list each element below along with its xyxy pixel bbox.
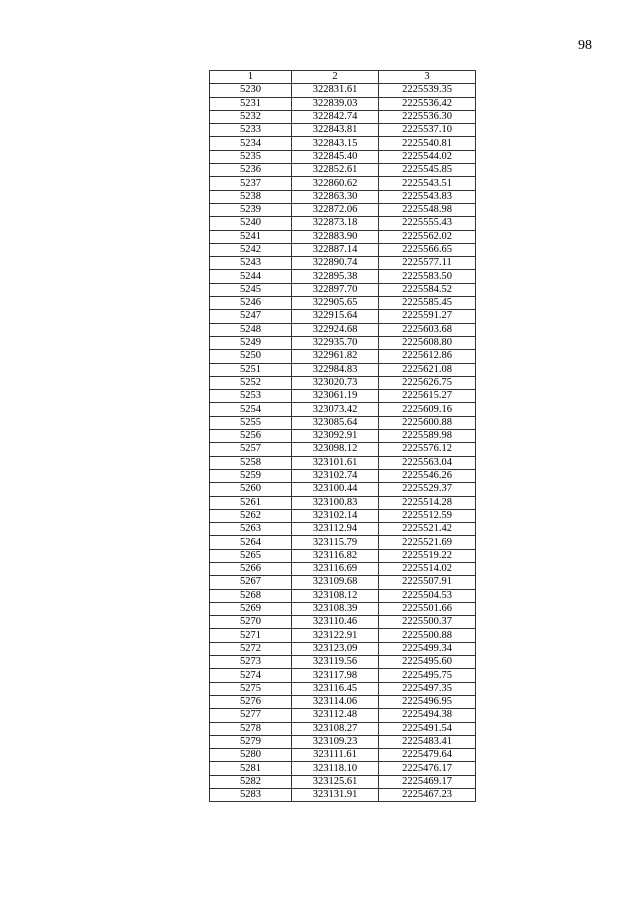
column-header-2: 2 <box>292 71 379 84</box>
table-row <box>210 243 476 256</box>
x-coordinate-cell: 323118.10 <box>292 762 379 775</box>
table-row <box>210 642 476 655</box>
x-coordinate-cell: 322842.74 <box>292 110 379 123</box>
table-row <box>210 509 476 522</box>
point-number-cell: 5250 <box>210 350 292 363</box>
point-number-cell: 5276 <box>210 695 292 708</box>
table-row <box>210 230 476 243</box>
table-row <box>210 124 476 137</box>
table-row <box>210 323 476 336</box>
point-number-cell: 5238 <box>210 190 292 203</box>
point-number-cell: 5235 <box>210 150 292 163</box>
y-coordinate-cell: 2225608.80 <box>379 336 476 349</box>
y-coordinate-cell: 2225536.30 <box>379 110 476 123</box>
x-coordinate-cell: 323116.45 <box>292 682 379 695</box>
y-coordinate-cell: 2225500.88 <box>379 629 476 642</box>
x-coordinate-cell: 322890.74 <box>292 257 379 270</box>
x-coordinate-cell: 322872.06 <box>292 203 379 216</box>
table-row <box>210 217 476 230</box>
y-coordinate-cell: 2225483.41 <box>379 735 476 748</box>
table-row <box>210 483 476 496</box>
y-coordinate-cell: 2225501.66 <box>379 602 476 615</box>
y-coordinate-cell: 2225491.54 <box>379 722 476 735</box>
x-coordinate-cell: 323122.91 <box>292 629 379 642</box>
point-number-cell: 5233 <box>210 124 292 137</box>
x-coordinate-cell: 322935.70 <box>292 336 379 349</box>
point-number-cell: 5265 <box>210 549 292 562</box>
y-coordinate-cell: 2225521.69 <box>379 536 476 549</box>
point-number-cell: 5257 <box>210 443 292 456</box>
x-coordinate-cell: 322860.62 <box>292 177 379 190</box>
x-coordinate-cell: 323112.48 <box>292 709 379 722</box>
table-row <box>210 682 476 695</box>
point-number-cell: 5269 <box>210 602 292 615</box>
x-coordinate-cell: 322852.61 <box>292 164 379 177</box>
y-coordinate-cell: 2225612.86 <box>379 350 476 363</box>
x-coordinate-cell: 322839.03 <box>292 97 379 110</box>
point-number-cell: 5249 <box>210 336 292 349</box>
y-coordinate-cell: 2225577.11 <box>379 257 476 270</box>
point-number-cell: 5240 <box>210 217 292 230</box>
column-header-3: 3 <box>379 71 476 84</box>
y-coordinate-cell: 2225519.22 <box>379 549 476 562</box>
y-coordinate-cell: 2225589.98 <box>379 430 476 443</box>
table-row <box>210 177 476 190</box>
table-row <box>210 416 476 429</box>
table-row <box>210 523 476 536</box>
x-coordinate-cell: 323073.42 <box>292 403 379 416</box>
y-coordinate-cell: 2225495.60 <box>379 656 476 669</box>
x-coordinate-cell: 323110.46 <box>292 616 379 629</box>
point-number-cell: 5267 <box>210 576 292 589</box>
y-coordinate-cell: 2225583.50 <box>379 270 476 283</box>
x-coordinate-cell: 323108.27 <box>292 722 379 735</box>
table-row <box>210 297 476 310</box>
x-coordinate-cell: 323115.79 <box>292 536 379 549</box>
y-coordinate-cell: 2225621.08 <box>379 363 476 376</box>
table-row <box>210 376 476 389</box>
y-coordinate-cell: 2225543.51 <box>379 177 476 190</box>
table-row <box>210 257 476 270</box>
table-row <box>210 403 476 416</box>
table-row <box>210 190 476 203</box>
x-coordinate-cell: 323092.91 <box>292 430 379 443</box>
point-number-cell: 5272 <box>210 642 292 655</box>
y-coordinate-cell: 2225555.43 <box>379 217 476 230</box>
point-number-cell: 5266 <box>210 562 292 575</box>
point-number-cell: 5277 <box>210 709 292 722</box>
y-coordinate-cell: 2225497.35 <box>379 682 476 695</box>
x-coordinate-cell: 323061.19 <box>292 390 379 403</box>
y-coordinate-cell: 2225529.37 <box>379 483 476 496</box>
point-number-cell: 5278 <box>210 722 292 735</box>
table-row <box>210 443 476 456</box>
x-coordinate-cell: 323085.64 <box>292 416 379 429</box>
point-number-cell: 5268 <box>210 589 292 602</box>
y-coordinate-cell: 2225603.68 <box>379 323 476 336</box>
x-coordinate-cell: 323123.09 <box>292 642 379 655</box>
y-coordinate-cell: 2225504.53 <box>379 589 476 602</box>
y-coordinate-cell: 2225566.65 <box>379 243 476 256</box>
x-coordinate-cell: 322905.65 <box>292 297 379 310</box>
point-number-cell: 5246 <box>210 297 292 310</box>
table-row <box>210 469 476 482</box>
point-number-cell: 5260 <box>210 483 292 496</box>
point-number-cell: 5237 <box>210 177 292 190</box>
point-number-cell: 5275 <box>210 682 292 695</box>
x-coordinate-cell: 323100.83 <box>292 496 379 509</box>
table-row <box>210 722 476 735</box>
x-coordinate-cell: 323098.12 <box>292 443 379 456</box>
table-row <box>210 695 476 708</box>
x-coordinate-cell: 322897.70 <box>292 283 379 296</box>
x-coordinate-cell: 323109.68 <box>292 576 379 589</box>
y-coordinate-cell: 2225543.83 <box>379 190 476 203</box>
y-coordinate-cell: 2225536.42 <box>379 97 476 110</box>
point-number-cell: 5243 <box>210 257 292 270</box>
y-coordinate-cell: 2225514.28 <box>379 496 476 509</box>
table-row <box>210 775 476 788</box>
y-coordinate-cell: 2225540.81 <box>379 137 476 150</box>
table-row <box>210 390 476 403</box>
table-row <box>210 589 476 602</box>
x-coordinate-cell: 323100.44 <box>292 483 379 496</box>
table-row <box>210 164 476 177</box>
point-number-cell: 5254 <box>210 403 292 416</box>
point-number-cell: 5230 <box>210 84 292 97</box>
table-row <box>210 616 476 629</box>
point-number-cell: 5248 <box>210 323 292 336</box>
x-coordinate-cell: 323109.23 <box>292 735 379 748</box>
y-coordinate-cell: 2225539.35 <box>379 84 476 97</box>
y-coordinate-cell: 2225494.38 <box>379 709 476 722</box>
x-coordinate-cell: 323125.61 <box>292 775 379 788</box>
x-coordinate-cell: 322961.82 <box>292 350 379 363</box>
y-coordinate-cell: 2225500.37 <box>379 616 476 629</box>
x-coordinate-cell: 323111.61 <box>292 749 379 762</box>
point-number-cell: 5258 <box>210 456 292 469</box>
y-coordinate-cell: 2225546.26 <box>379 469 476 482</box>
point-number-cell: 5241 <box>210 230 292 243</box>
y-coordinate-cell: 2225467.23 <box>379 789 476 802</box>
y-coordinate-cell: 2225562.02 <box>379 230 476 243</box>
point-number-cell: 5234 <box>210 137 292 150</box>
y-coordinate-cell: 2225496.95 <box>379 695 476 708</box>
point-number-cell: 5232 <box>210 110 292 123</box>
x-coordinate-cell: 322843.15 <box>292 137 379 150</box>
table-row <box>210 629 476 642</box>
point-number-cell: 5279 <box>210 735 292 748</box>
x-coordinate-cell: 322845.40 <box>292 150 379 163</box>
point-number-cell: 5244 <box>210 270 292 283</box>
point-number-cell: 5282 <box>210 775 292 788</box>
point-number-cell: 5247 <box>210 310 292 323</box>
y-coordinate-cell: 2225521.42 <box>379 523 476 536</box>
y-coordinate-cell: 2225479.64 <box>379 749 476 762</box>
x-coordinate-cell: 322915.64 <box>292 310 379 323</box>
x-coordinate-cell: 323112.94 <box>292 523 379 536</box>
page-number: 98 <box>578 38 592 53</box>
x-coordinate-cell: 322924.68 <box>292 323 379 336</box>
y-coordinate-cell: 2225609.16 <box>379 403 476 416</box>
x-coordinate-cell: 322831.61 <box>292 84 379 97</box>
x-coordinate-cell: 323102.14 <box>292 509 379 522</box>
table-row <box>210 84 476 97</box>
table-row <box>210 283 476 296</box>
table-row <box>210 310 476 323</box>
point-number-cell: 5231 <box>210 97 292 110</box>
table-row <box>210 430 476 443</box>
point-number-cell: 5259 <box>210 469 292 482</box>
table-row <box>210 456 476 469</box>
table-row <box>210 656 476 669</box>
point-number-cell: 5271 <box>210 629 292 642</box>
table-row <box>210 137 476 150</box>
point-number-cell: 5283 <box>210 789 292 802</box>
table-row <box>210 97 476 110</box>
point-number-cell: 5273 <box>210 656 292 669</box>
x-coordinate-cell: 323108.12 <box>292 589 379 602</box>
y-coordinate-cell: 2225476.17 <box>379 762 476 775</box>
x-coordinate-cell: 323114.06 <box>292 695 379 708</box>
x-coordinate-cell: 322984.83 <box>292 363 379 376</box>
y-coordinate-cell: 2225626.75 <box>379 376 476 389</box>
table-row <box>210 602 476 615</box>
table-body <box>210 84 476 802</box>
table-row <box>210 549 476 562</box>
column-header-1: 1 <box>210 71 292 84</box>
y-coordinate-cell: 2225576.12 <box>379 443 476 456</box>
table-row <box>210 203 476 216</box>
y-coordinate-cell: 2225545.85 <box>379 164 476 177</box>
point-number-cell: 5274 <box>210 669 292 682</box>
y-coordinate-cell: 2225584.52 <box>379 283 476 296</box>
table-row <box>210 789 476 802</box>
point-number-cell: 5264 <box>210 536 292 549</box>
table-row <box>210 669 476 682</box>
table-row <box>210 576 476 589</box>
point-number-cell: 5236 <box>210 164 292 177</box>
point-number-cell: 5270 <box>210 616 292 629</box>
y-coordinate-cell: 2225507.91 <box>379 576 476 589</box>
table-row <box>210 270 476 283</box>
x-coordinate-cell: 323020.73 <box>292 376 379 389</box>
x-coordinate-cell: 323101.61 <box>292 456 379 469</box>
y-coordinate-cell: 2225548.98 <box>379 203 476 216</box>
table-header-row <box>210 71 476 84</box>
y-coordinate-cell: 2225495.75 <box>379 669 476 682</box>
point-number-cell: 5252 <box>210 376 292 389</box>
x-coordinate-cell: 323108.39 <box>292 602 379 615</box>
coordinates-table <box>209 70 476 802</box>
x-coordinate-cell: 323117.98 <box>292 669 379 682</box>
y-coordinate-cell: 2225512.59 <box>379 509 476 522</box>
x-coordinate-cell: 323131.91 <box>292 789 379 802</box>
y-coordinate-cell: 2225585.45 <box>379 297 476 310</box>
x-coordinate-cell: 323102.74 <box>292 469 379 482</box>
table-row <box>210 562 476 575</box>
table-row <box>210 496 476 509</box>
point-number-cell: 5245 <box>210 283 292 296</box>
y-coordinate-cell: 2225563.04 <box>379 456 476 469</box>
point-number-cell: 5256 <box>210 430 292 443</box>
table-row <box>210 709 476 722</box>
point-number-cell: 5253 <box>210 390 292 403</box>
table-row <box>210 336 476 349</box>
y-coordinate-cell: 2225591.27 <box>379 310 476 323</box>
y-coordinate-cell: 2225469.17 <box>379 775 476 788</box>
table-row <box>210 735 476 748</box>
y-coordinate-cell: 2225615.27 <box>379 390 476 403</box>
x-coordinate-cell: 322883.90 <box>292 230 379 243</box>
point-number-cell: 5263 <box>210 523 292 536</box>
x-coordinate-cell: 323116.82 <box>292 549 379 562</box>
point-number-cell: 5255 <box>210 416 292 429</box>
x-coordinate-cell: 323116.69 <box>292 562 379 575</box>
y-coordinate-cell: 2225514.02 <box>379 562 476 575</box>
table-row <box>210 749 476 762</box>
x-coordinate-cell: 323119.56 <box>292 656 379 669</box>
table-row <box>210 150 476 163</box>
point-number-cell: 5239 <box>210 203 292 216</box>
point-number-cell: 5281 <box>210 762 292 775</box>
x-coordinate-cell: 322895.38 <box>292 270 379 283</box>
point-number-cell: 5251 <box>210 363 292 376</box>
table-row <box>210 350 476 363</box>
x-coordinate-cell: 322887.14 <box>292 243 379 256</box>
x-coordinate-cell: 322843.81 <box>292 124 379 137</box>
y-coordinate-cell: 2225499.34 <box>379 642 476 655</box>
x-coordinate-cell: 322863.30 <box>292 190 379 203</box>
table-row <box>210 536 476 549</box>
y-coordinate-cell: 2225537.10 <box>379 124 476 137</box>
y-coordinate-cell: 2225544.02 <box>379 150 476 163</box>
point-number-cell: 5280 <box>210 749 292 762</box>
table-row <box>210 762 476 775</box>
x-coordinate-cell: 322873.18 <box>292 217 379 230</box>
point-number-cell: 5261 <box>210 496 292 509</box>
point-number-cell: 5262 <box>210 509 292 522</box>
table-row <box>210 363 476 376</box>
y-coordinate-cell: 2225600.88 <box>379 416 476 429</box>
point-number-cell: 5242 <box>210 243 292 256</box>
table-row <box>210 110 476 123</box>
